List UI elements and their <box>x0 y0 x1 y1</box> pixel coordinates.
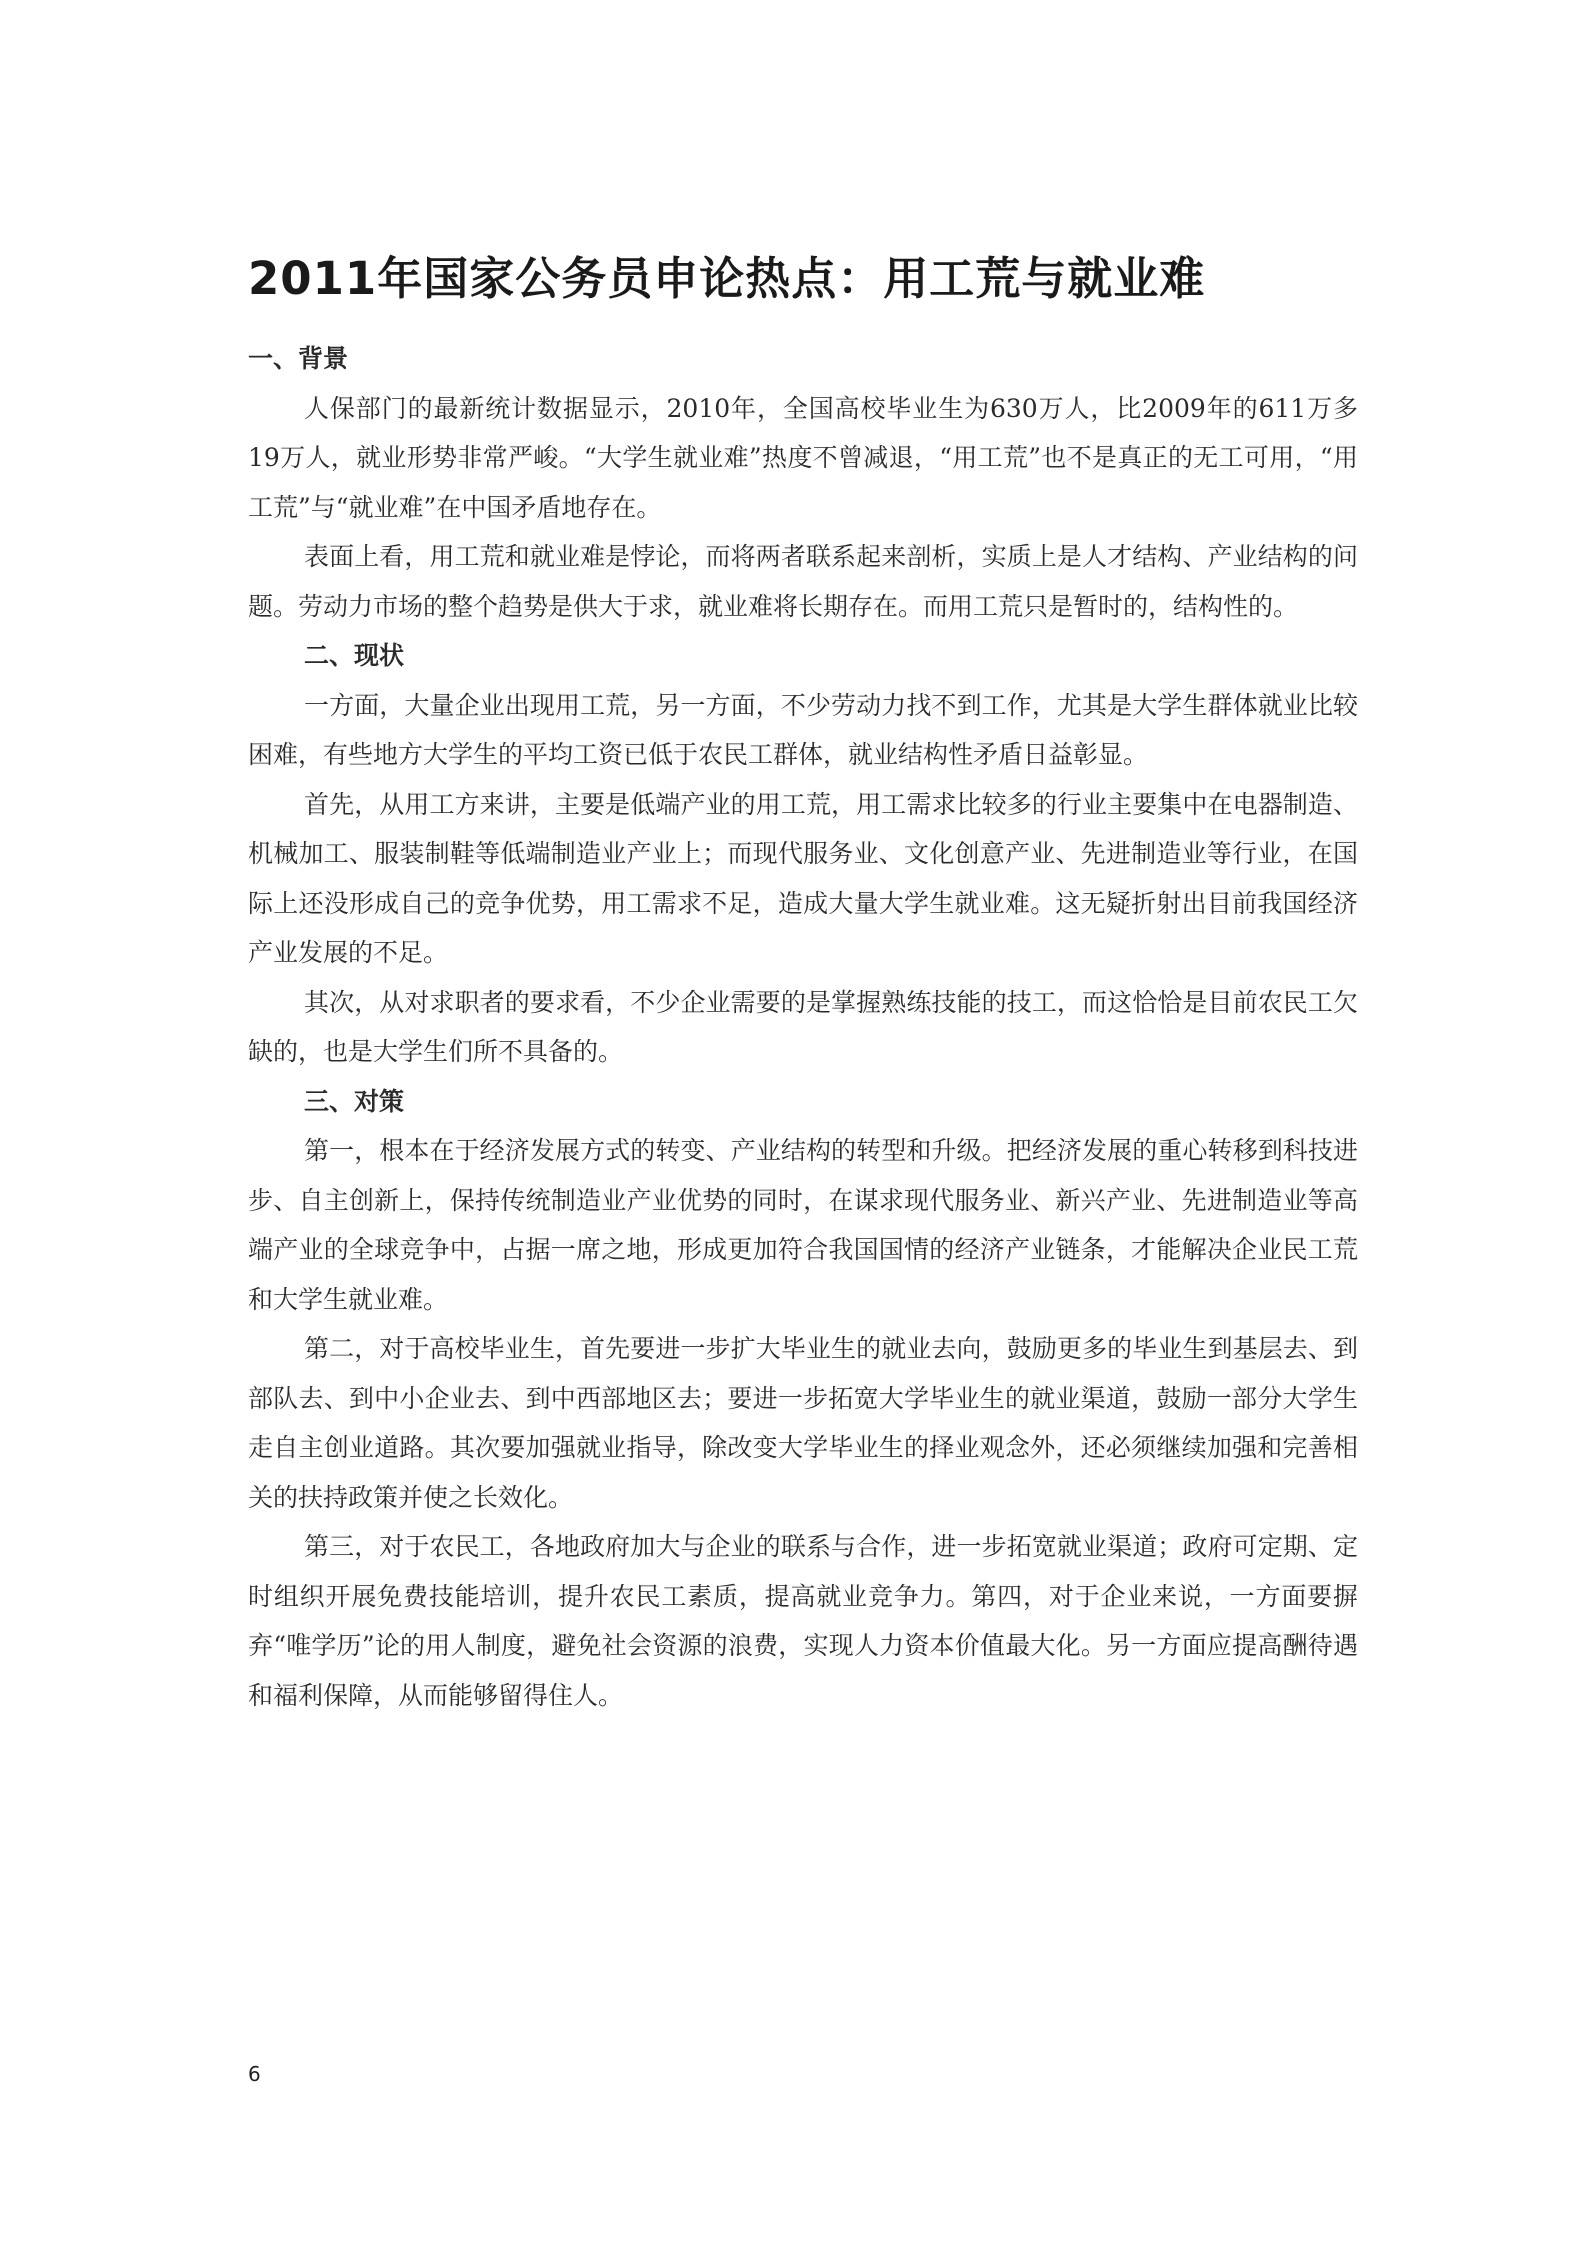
paragraph: 表面上看，用工荒和就业难是悖论，而将两者联系起来剖析，实质上是人才结构、产业结构的问题。劳动力市场的整个趋势是供大于求，就业难将长期存在。而用工荒只是暂时的，结构性的。 <box>248 542 1358 621</box>
page-number: 6 <box>248 2062 261 2086</box>
document-body <box>248 244 1358 1720</box>
section-heading-background: 一、背景 <box>248 344 349 373</box>
paragraph: 第三，对于农民工，各地政府加大与企业的联系与合作，进一步拓宽就业渠道；政府可定期、定时组织开展免费技能培训，提升农民工素质，提高就业竞争力。第四，对于企业来说，一方面要摒弃“唯学历”论的用人制度，避免社会资源的浪费，实现人力资本价值最大化。另一方面应提高酬待遇和福利保障，从而能够留得住人。 <box>248 1532 1358 1710</box>
section-heading-countermeasures: 三、对策 <box>304 1086 405 1116</box>
paragraph: 第二，对于高校毕业生，首先要进一步扩大毕业生的就业去向，鼓励更多的毕业生到基层去、到部队去、到中小企业去、到中西部地区去；要进一步拓宽大学毕业生的就业渠道，鼓励一部分大学生走自主创业道路。其次要加强就业指导，除改变大学毕业生的择业观念外，还必须继续加强和完善相关的扶持政策并使之长效化。 <box>248 1334 1358 1512</box>
paragraph: 人保部门的最新统计数据显示，2010年，全国高校毕业生为630万人，比2009年的611万多19万人，就业形势非常严峻。“大学生就业难”热度不曾减退，“用工荒”也不是真正的无工可用，“用工荒”与“就业难”在中国矛盾地存在。 <box>248 393 1358 522</box>
paragraph: 一方面，大量企业出现用工荒，另一方面，不少劳动力找不到工作，尤其是大学生群体就业比较困难，有些地方大学生的平均工资已低于农民工群体，就业结构性矛盾日益彰显。 <box>248 690 1358 769</box>
document-title: 2011年国家公务员申论热点：用工荒与就业难 <box>248 252 1206 305</box>
section-heading-status: 二、现状 <box>304 641 405 670</box>
section-background <box>248 334 1358 631</box>
paragraph: 第一，根本在于经济发展方式的转变、产业结构的转型和升级。把经济发展的重心转移到科技进步、自主创新上，保持传统制造业产业优势的同时，在谋求现代服务业、新兴产业、先进制造业等高端产业的全球竞争中，占据一席之地，形成更加符合我国国情的经济产业链条，才能解决企业民工荒和大学生就业难。 <box>248 1136 1358 1314</box>
paragraph: 其次，从对求职者的要求看，不少企业需要的是掌握熟练技能的技工，而这恰恰是目前农民工欠缺的，也是大学生们所不具备的。 <box>248 987 1358 1066</box>
section-status <box>248 631 1358 1077</box>
paragraph: 首先，从用工方来讲，主要是低端产业的用工荒，用工需求比较多的行业主要集中在电器制造、机械加工、服装制鞋等低端制造业产业上；而现代服务业、文化创意产业、先进制造业等行业，在国际上还没形成自己的竞争优势，用工需求不足，造成大量大学生就业难。这无疑折射出目前我国经济产业发展的不足。 <box>248 789 1358 967</box>
section-countermeasures <box>248 1077 1358 1721</box>
